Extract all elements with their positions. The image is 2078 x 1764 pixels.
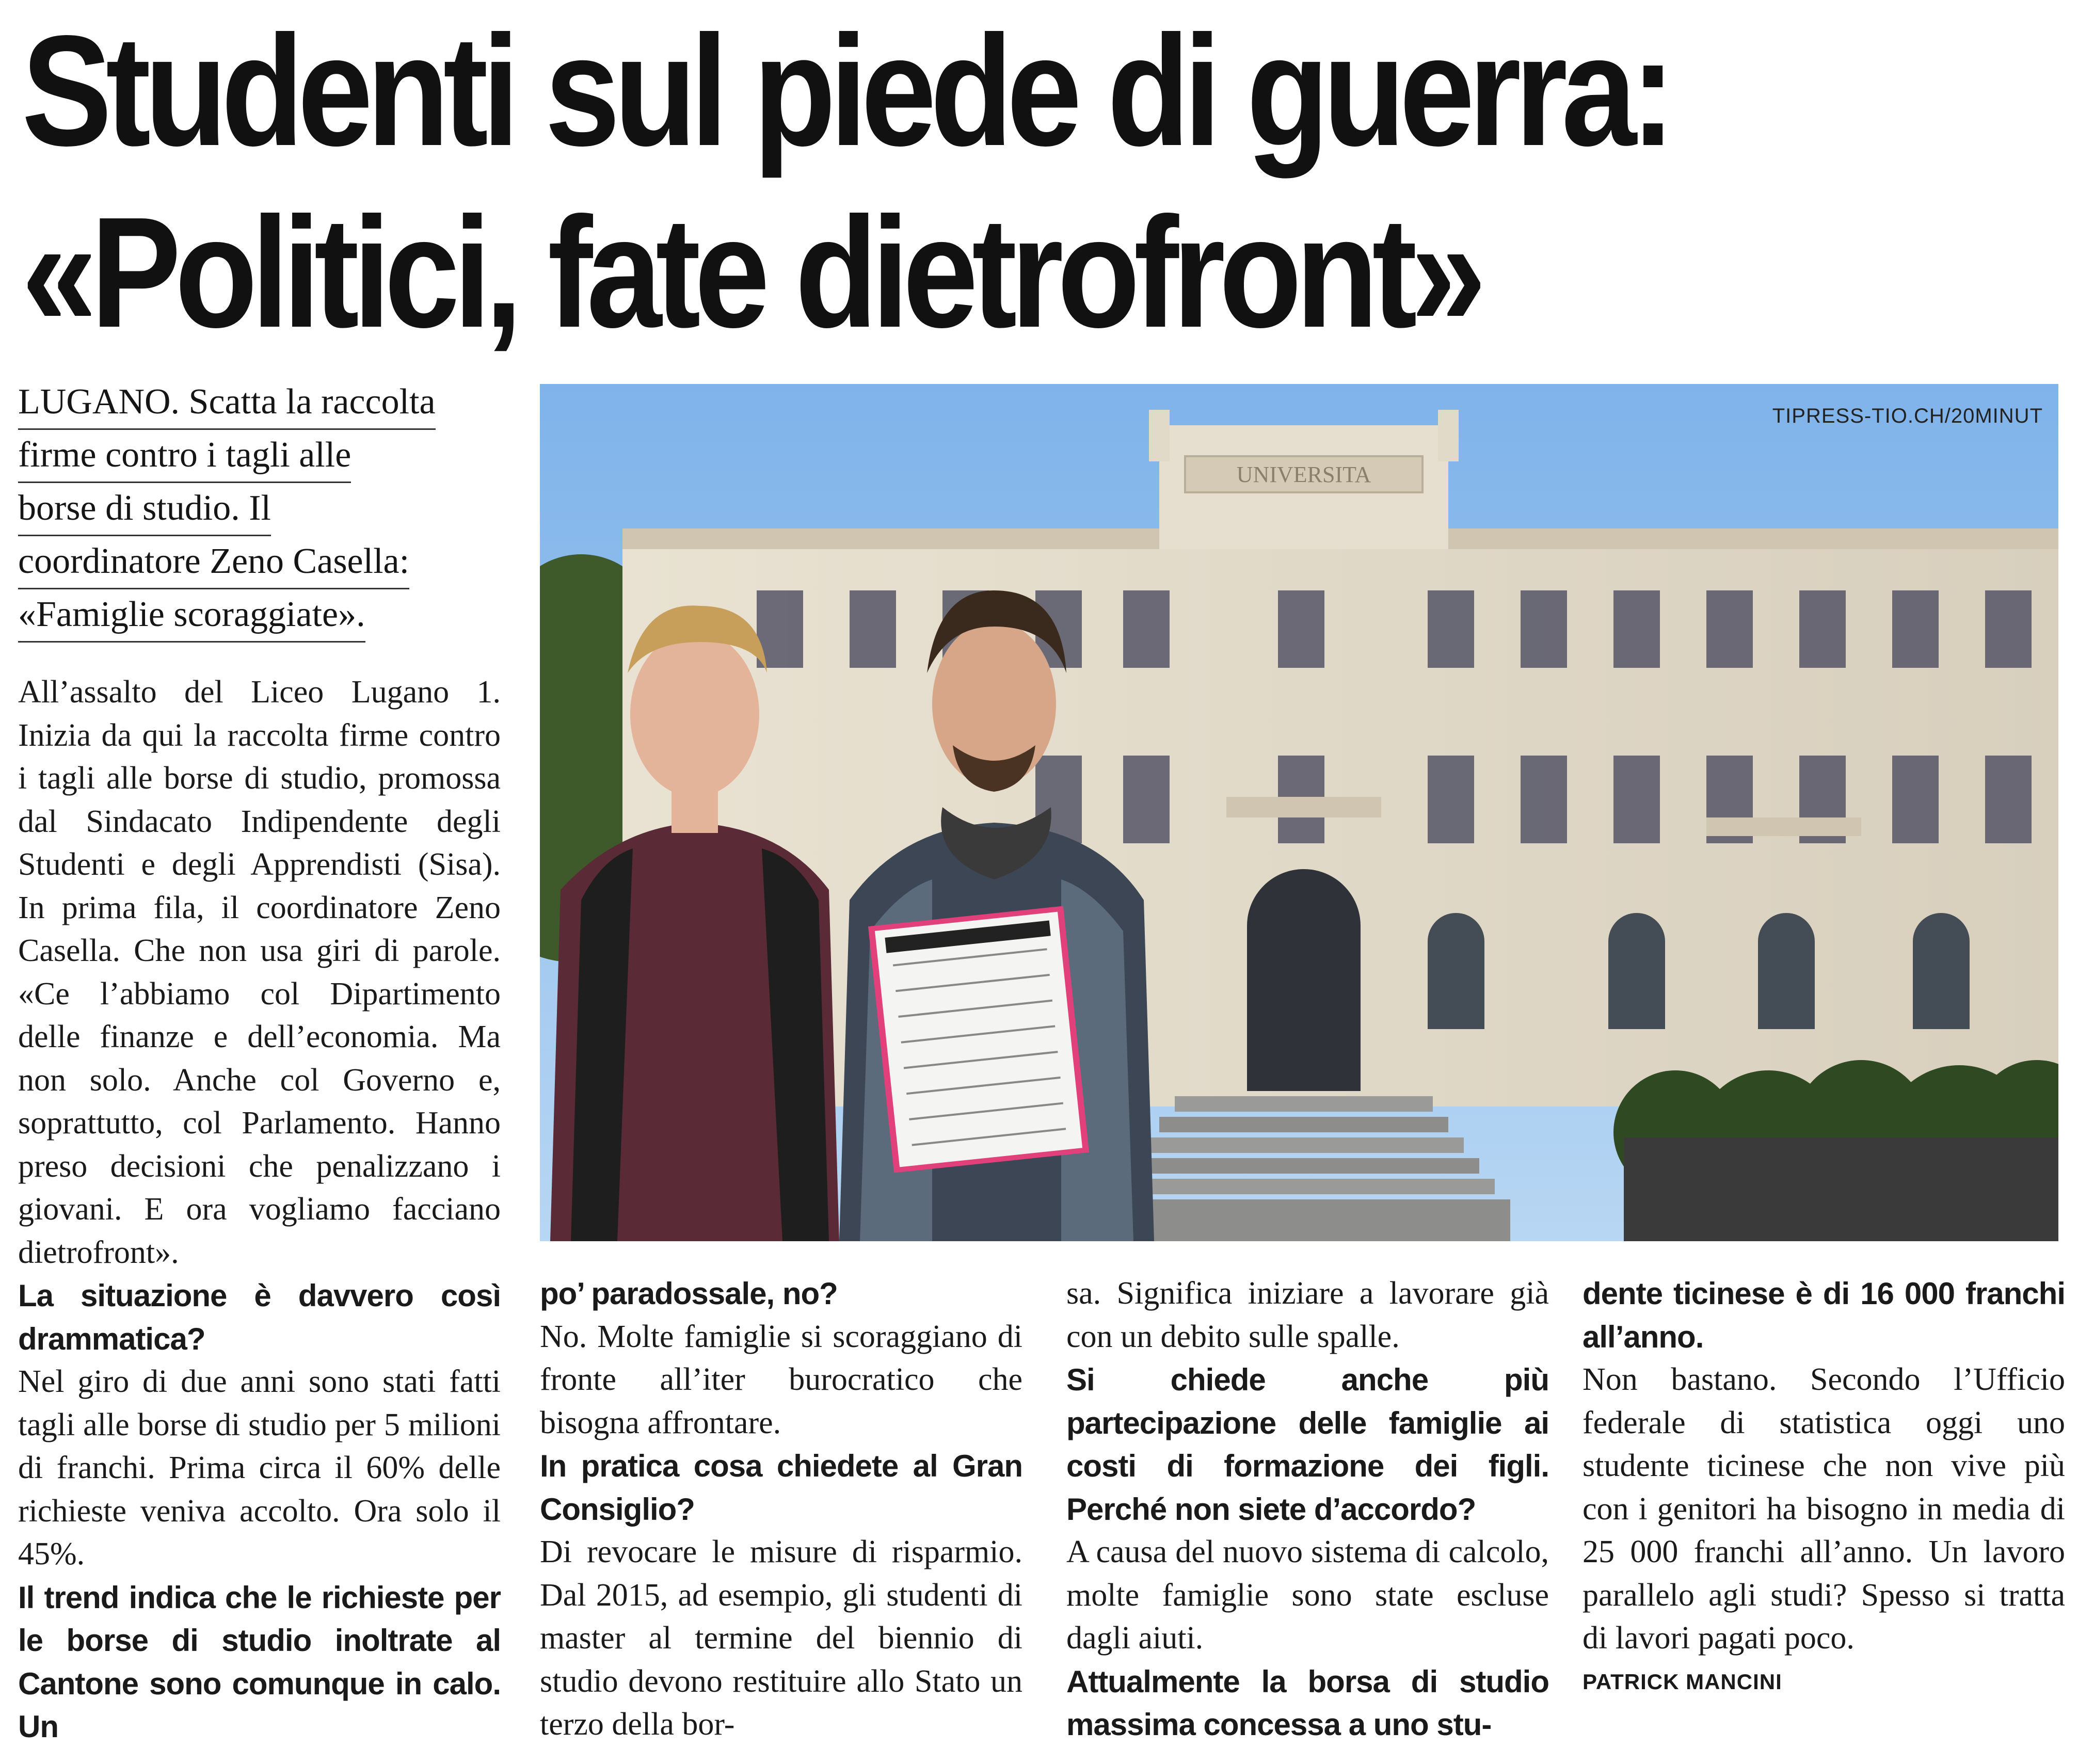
- byline: PATRICK MANCINI: [1583, 1669, 1782, 1694]
- headline-line-2: «Politici, fate dietrofront»: [22, 184, 1480, 360]
- shrubs-right: [1613, 1060, 2058, 1241]
- question-4: Si chiede anche più partecipazione delle famiglie ai costi di formazione dei figli. Perché non siete d’accordo?: [1066, 1362, 1549, 1527]
- lede-line: firme contro i tagli alle: [18, 430, 351, 483]
- question-5-end: dente ticinese è di 16 000 franchi all’anno.: [1583, 1276, 2065, 1354]
- answer-3-end: sa. Significa iniziare a lavorare già con un debito sulle spalle.: [1066, 1276, 1549, 1354]
- answer-5: Non bastano. Secondo l’Ufficio federale di statistica oggi uno studente ticinese che non vive più con i genitori ha bisogno in media di 25 000 franchi all’anno. Un lavoro parallelo agli studi? Spesso si tratta di lavori pagati poco.: [1583, 1362, 2065, 1656]
- question-3: In pratica cosa chiedete al Gran Consiglio?: [540, 1449, 1022, 1527]
- lede-line: borse di studio. Il: [18, 483, 271, 536]
- headline: [22, 0, 1770, 363]
- building-sign: UNIVERSITA: [1236, 462, 1371, 487]
- question-2-end: po’ paradossale, no?: [540, 1276, 838, 1311]
- question-2: Il trend indica che le richieste per le borse di studio inoltrate al Cantone sono comunque in calo. Un: [18, 1580, 501, 1744]
- article-column-3: [1066, 1272, 1549, 1746]
- university-photo-illustration: [540, 384, 2058, 1241]
- lede: [18, 377, 514, 643]
- answer-4: A causa del nuovo sistema di calcolo, molte famiglie sono state escluse dagli aiuti.: [1066, 1534, 1549, 1656]
- article-column-4: [1583, 1272, 2065, 1703]
- question-5: Attualmente la borsa di studio massima concessa a uno stu-: [1066, 1664, 1549, 1742]
- intro-paragraph: All’assalto del Liceo Lugano 1. Inizia da qui la raccolta firme contro i tagli alle borse di studio, promossa dal Sindacato Indipendente degli Studenti e degli Apprendisti (Sisa). In prima fila, il coordinatore Zeno Casella. Che non usa giri di parole. «Ce l’abbiamo col Dipartimento delle finanze e dell’economia. Ma non solo. Anche col Governo e, soprattutto, col Parlamento. Hanno preso decisioni che penalizzano i giovani. E ora vogliamo facciano dietrofront».: [18, 675, 501, 1270]
- steps: [1097, 1096, 1510, 1241]
- headline-line-1: Studenti sul piede di guerra:: [22, 3, 1670, 179]
- question-1: La situazione è davvero così drammatica?: [18, 1278, 501, 1356]
- answer-2: No. Molte famiglie si scoraggiano di fronte all’iter burocratico che bisogna affrontare.: [540, 1319, 1022, 1440]
- lede-line: LUGANO. Scatta la raccolta: [18, 377, 436, 430]
- article-column-1: [18, 671, 501, 1749]
- lede-line: coordinatore Zeno Casella:: [18, 536, 409, 589]
- article-column-2: [540, 1272, 1022, 1746]
- petition-sheet: [868, 906, 1089, 1173]
- photo-credit: TIPRESS-TIO.CH/20MINUT: [1772, 405, 2043, 427]
- lede-line: «Famiglie scoraggiate».: [18, 589, 365, 643]
- news-photo: [540, 384, 2058, 1241]
- answer-3: Di revocare le misure di risparmio. Dal 2015, ad esempio, gli studenti di master al termine del biennio di studio devono restituire allo Stato un terzo della bor-: [540, 1534, 1022, 1742]
- answer-1: Nel giro di due anni sono stati fatti tagli alle borse di studio per 5 milioni di franchi. Prima circa il 60% delle richieste veniva accolto. Ora solo il 45%.: [18, 1364, 501, 1571]
